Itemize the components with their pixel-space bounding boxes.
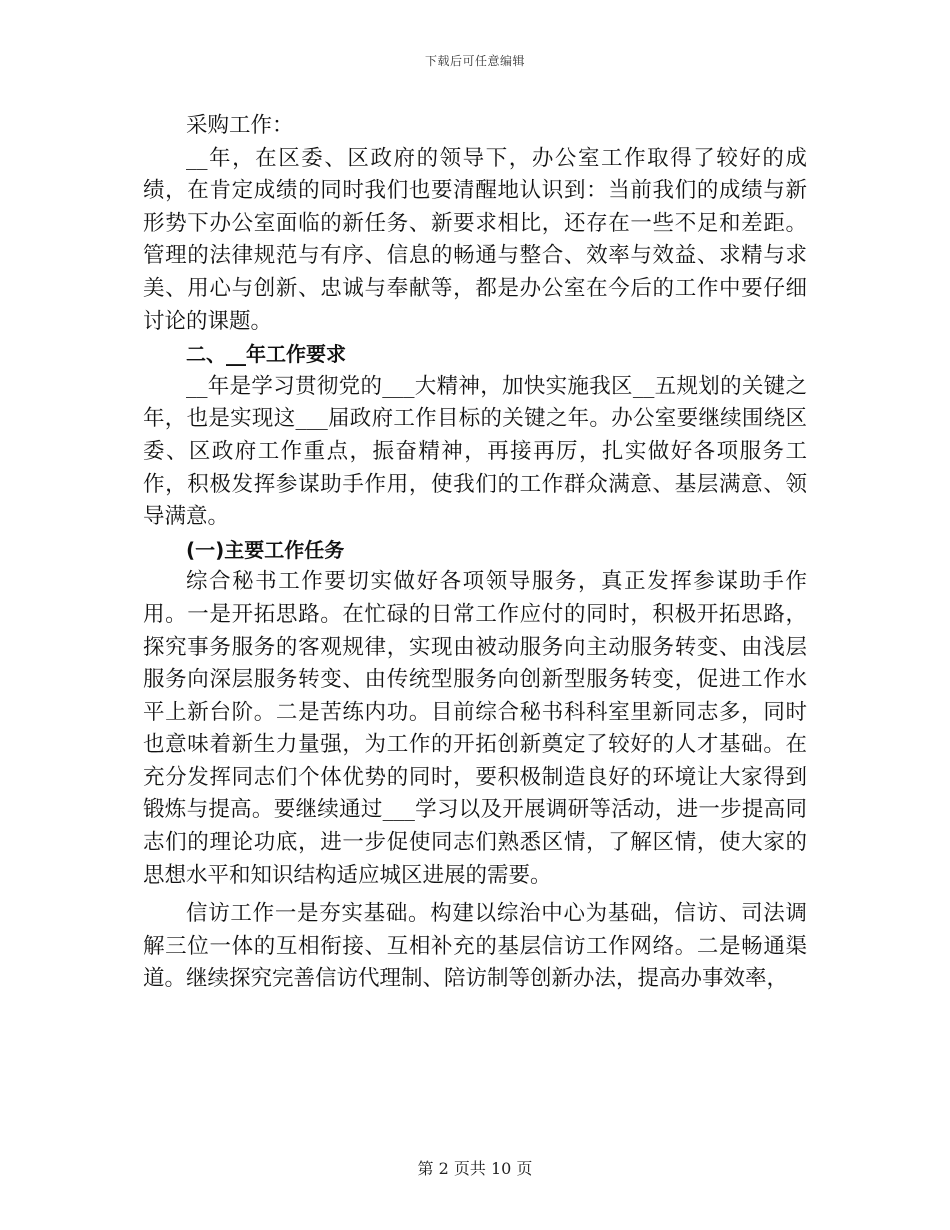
paragraph-petition-work: 信访工作一是夯实基础。构建以综治中心为基础，信访、司法调解三位一体的互相衔接、互相补充的基层信访工作网络。二是畅通渠道。继续探究完善信访代理制、陪访制等创新办法，提高办事效率， (143, 901, 807, 992)
paragraph-procurement-heading: 采购工作： (186, 113, 294, 138)
paragraph-summary: __年，在区委、区政府的领导下，办公室工作取得了较好的成绩，在肯定成绩的同时我们也要清醒地认识到：当前我们的成绩与新形势下办公室面临的新任务、新要求相比，还存在一些不足和差距。管理的法律规范与有序、信息的畅通与整合、效率与效益、求精与求美、用心与创新、忠诚与奉献等，都是办公室在今后的工作中要仔细讨论的课题。 (143, 145, 807, 334)
section-heading-work-requirements: 二、__年工作要求 (186, 342, 346, 367)
paragraph-requirements: __年是学习贯彻党的___大精神，加快实施我区__五规划的关键之年，也是实现这___届政府工作目标的关键之年。办公室要继续围绕区委、区政府工作重点，振奋精神，再接再厉，扎实做好各项服务工作，积极发挥参谋助手作用，使我们的工作群众满意、基层满意、领导满意。 (143, 373, 807, 530)
section-heading-main-tasks: (一)主要工作任务 (186, 537, 345, 562)
page-footer: 第 2 页共 10 页 (417, 1159, 533, 1178)
page-header: 下载后可任意编辑 (424, 54, 525, 68)
paragraph-secretarial-work: 综合秘书工作要切实做好各项领导服务，真正发挥参谋助手作用。一是开拓思路。在忙碌的日常工作应付的同时，积极开拓思路，探究事务服务的客观规律，实现由被动服务向主动服务转变、由浅层服务向深层服务转变、由传统型服务向创新型服务转变，促进工作水平上新台阶。二是苦练内功。目前综合秘书科科室里新同志多，同时也意味着新生力量强，为工作的开拓创新奠定了较好的人才基础。在充分发挥同志们个体优势的同时，要积极制造良好的环境让大家得到锻炼与提高。要继续通过___学习以及开展调研等活动，进一步提高同志们的理论功底，进一步促使同志们熟悉区情，了解区情，使大家的思想水平和知识结构适应城区进展的需要。 (143, 569, 807, 888)
document-body (143, 110, 807, 996)
